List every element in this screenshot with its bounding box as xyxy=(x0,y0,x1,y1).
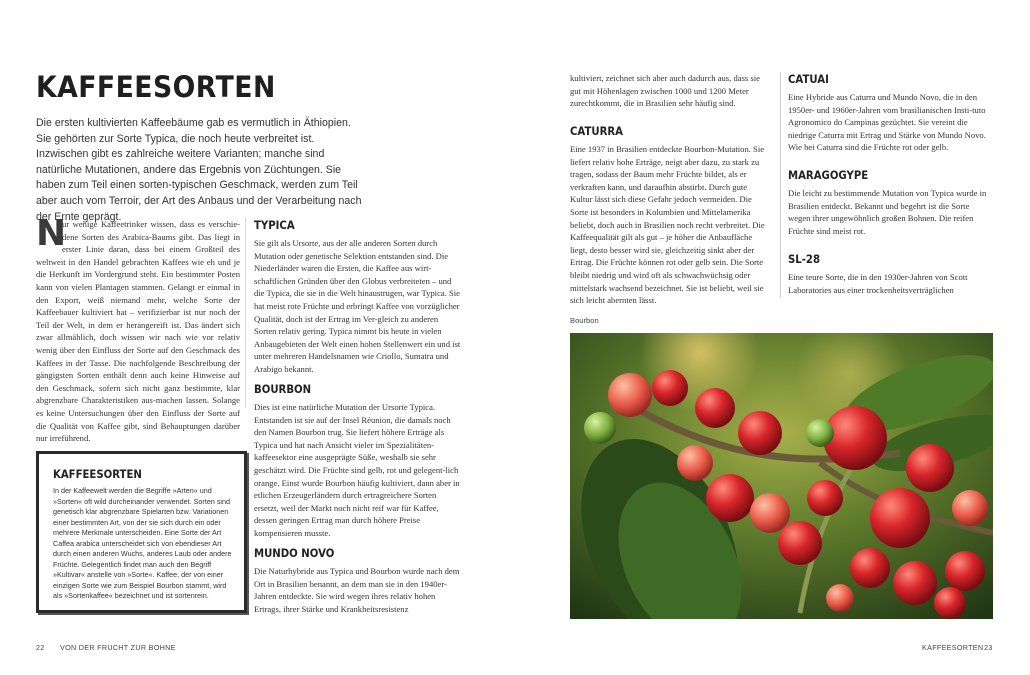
page-title: KAFFEESORTEN xyxy=(36,70,276,104)
coffee-cherries-photo xyxy=(570,333,993,619)
section-text-sl28: Eine teure Sorte, die in den 1930er-Jahren von Scott Laboratories aus einer trockenheitsverträglichen xyxy=(788,272,968,295)
section-heading-caturra: CATURRA xyxy=(570,124,624,138)
footer-label-right: KAFFEESORTEN xyxy=(922,643,984,652)
section-text-maragogype: Die leicht zu bestimmende Mutation von Typica wurde in Brasilien entdeckt. Bekannt und begehrt ist die Sorte wegen ihrer ungewöhnlich großen Bohnen. Die reifen Früchte sind meist rot. xyxy=(788,188,987,236)
section-typica xyxy=(254,218,462,376)
column-divider xyxy=(245,218,246,408)
footer-label-left: VON DER FRUCHT ZUR BOHNE xyxy=(60,643,176,652)
section-maragogype xyxy=(788,168,993,237)
intro-paragraph: Die ersten kultivierten Kaffeebäume gab es vermutlich in Äthiopien. Sie gehörten zur Sorte Typica, die noch heute verbreitet ist. Inzwischen gibt es zahlreiche weitere Varianten; manche sind natürliche Mutationen, andere das Ergebnis von Züchtungen. Sie haben zum Teil einen sorten-typischen Geschmack, werden zum Teil aber auch vom Terroir, der Art des Anbaus und der Verarbeitung nach der Ernte geprägt. xyxy=(36,117,362,223)
main-article-text xyxy=(36,213,240,445)
photo-caption: Bourbon xyxy=(570,316,599,325)
section-text-caturra: Eine 1937 in Brasilien entdeckte Bourbon-Mutation. Sie liefert relativ hohe Erträge, neigt aber dazu, zu stark zu tragen, sodass der Baum mehr Früchte bildet, als er verkraften kann, und daraufhin abstirbt. Durch gute Kultur lässt sich diese Gefahr jedoch vermeiden. Die Sorte ist besonders in Kolumbien und Mittelamerika beliebt, doch auch in Brasilien noch recht verbreitet. Die Kaffeequalität gilt als gut – je höher die Anbaufläche liegt, desto besser wird sie, gleichzeitig sinkt aber der Ertrag. Die Früchte können rot oder gelb sein. Die Sorte bleibt niedrig und wird oft als schwachwüchsig oder mittelstark wachsend bezeichnet. Sie ist beliebt, weil sie sich leicht abernten lässt. xyxy=(570,144,765,306)
section-heading-sl28: SL-28 xyxy=(788,252,821,266)
page-number-left: 22 xyxy=(36,643,45,652)
section-heading-bourbon: BOURBON xyxy=(254,382,312,396)
drop-cap: N xyxy=(36,213,67,254)
info-box-text: In der Kaffeewelt werden die Begriffe »Arten« und »Sorten« oft wild durcheinander verwendet. Sorten sind genetisch klar abgrenzbare Spielarten bzw. Variationen einer bestimmten Art, von der sie sich durch ein oder mehrere Merkmale unterscheiden. Eine Sorte der Art Caffea arabica unterscheidet sich von ebendieser Art durch einen anderen Wuchs, anderes Laub oder andere Früchte. Gelegentlich findet man auch den Begriff »Kultivar« anstelle von »Sorte«. Kaffee, der von einer einzigen Sorte wie zum Beispiel Bourbon stammt, wird als »Sortenkaffee« bezeichnet und ist sortenrein. xyxy=(53,486,232,600)
section-heading-mundo-novo: MUNDO NOVO xyxy=(254,546,335,560)
section-text-bourbon: Dies ist eine natürliche Mutation der Ursorte Typica. Entstanden ist sie auf der Insel Réunion, die damals noch den Namen Bourbon trug. Sie liefert höhere Erträge als Typica und hat nach Ansicht vieler im Spezialitäten-kaffeesektor eine ausgeprägte Süße, weshalb sie sehr geschätzt wird. Die Früchte sind gelb, rot und gelegent-lich orange. Einst wurde Bourbon häufig kultiviert, dann aber in etlichen Erzeugerländern durch ertragreichere Sorten ersetzt, weil der Markt noch nicht reif war für Kaffee, dessen geringen Ertrag man durch höhere Preise kompensieren musste. xyxy=(254,402,460,538)
section-heading-typica: TYPICA xyxy=(254,218,295,232)
info-box xyxy=(36,451,247,613)
page-number-right: 23 xyxy=(984,643,993,652)
section-heading-catuai: CATUAI xyxy=(788,72,829,86)
section-mundo-novo xyxy=(254,546,462,615)
main-article-body: ur wenige Kaffeetrinker wissen, dass es verschie-dene Sorten des Arabica-Baums gibt. Das liegt in erster Linie daran, dass bei einem Großteil des weltweit in den Handel gebrachten Kaffees wie eh und je die Herkunft im Vordergrund steht. Ein bestimmter Posten kann von vielen Plantagen stammen. Gelangt er einmal in den Export, weiß niemand mehr, welche Sorte der Kaffeebauer kultiviert hat – verifizierbar ist nur noch der Teil der Welt, in dem er herangereift ist. Das ändert sich zwar allmählich, doch wissen wir nach wie vor relativ wenig über den Einfluss der Sorte auf den Geschmack des Kaffees in der Tasse. Die nachfolgende Beschreibung der gängigsten Sorten enthält denn auch keine Hinweise auf den Geschmack, sofern sich nicht ganz bestimmte, klar abgrenzbare Charakteristiken aus-machen lassen. Solange es keine Untersuchungen über den Einfluss der Sorte auf die Qualität von Kaffee gibt, sind Behauptungen darüber nur irreführend. xyxy=(36,219,240,444)
section-caturra xyxy=(570,124,770,307)
info-box-heading: KAFFEESORTEN xyxy=(53,467,142,481)
section-text-mundo-novo: Die Naturhybride aus Typica und Bourbon wurde nach dem Ort in Brasilien benannt, an dem man sie in den 1940er-Jahren entdeckte. Sie wird wegen ihres relativ hohen Ertrags, ihrer Stärke und Krankheitsresistenz xyxy=(254,566,460,614)
continued-text: kultiviert, zeichnet sich aber auch dadurch aus, dass sie gut mit Höhenlagen zwischen 1000 und 1200 Meter zurechtkommt, die in Brasilien sehr häufig sind. xyxy=(570,73,760,109)
section-catuai xyxy=(788,72,993,154)
section-text-catuai: Eine Hybride aus Caturra und Mundo Novo, die in den 1950er- und 1960er-Jahren vom brasilianischen Insti-tuto Agronomico do Campinas gezüchtet. Sie vereint die niedrige Caturra mit Ertrag und Stärke von Mundo Novo. Wie bei Caturra sind die Früchte rot oder gelb. xyxy=(788,92,986,153)
section-sl28 xyxy=(788,252,993,296)
section-text-typica: Sie gilt als Ursorte, aus der alle anderen Sorten durch Mutation oder genetische Selektion entstanden sind. Die Niederländer waren die Ersten, die Kaffee aus wirt-schaftlichen Gründen über den Globus verbreiteten – und die Typica, die sie in die Welt hinaustrugen, war Typica. Sie hat meist rote Früchte und erbringt Kaffee von vorzüglicher Qualität, doch ist der Ertrag im Ver-gleich zu anderen Sorten relativ gering. Typica nimmt bis heute in vielen Anbaugebieten der Welt einen hohen Stellenwert ein und ist unter mehreren Handelsnamen wie Criollo, Sumatra und Arabigo bekannt. xyxy=(254,238,461,374)
section-heading-maragogype: MARAGOGYPE xyxy=(788,168,869,182)
column-divider xyxy=(780,72,781,298)
section-bourbon xyxy=(254,382,462,540)
